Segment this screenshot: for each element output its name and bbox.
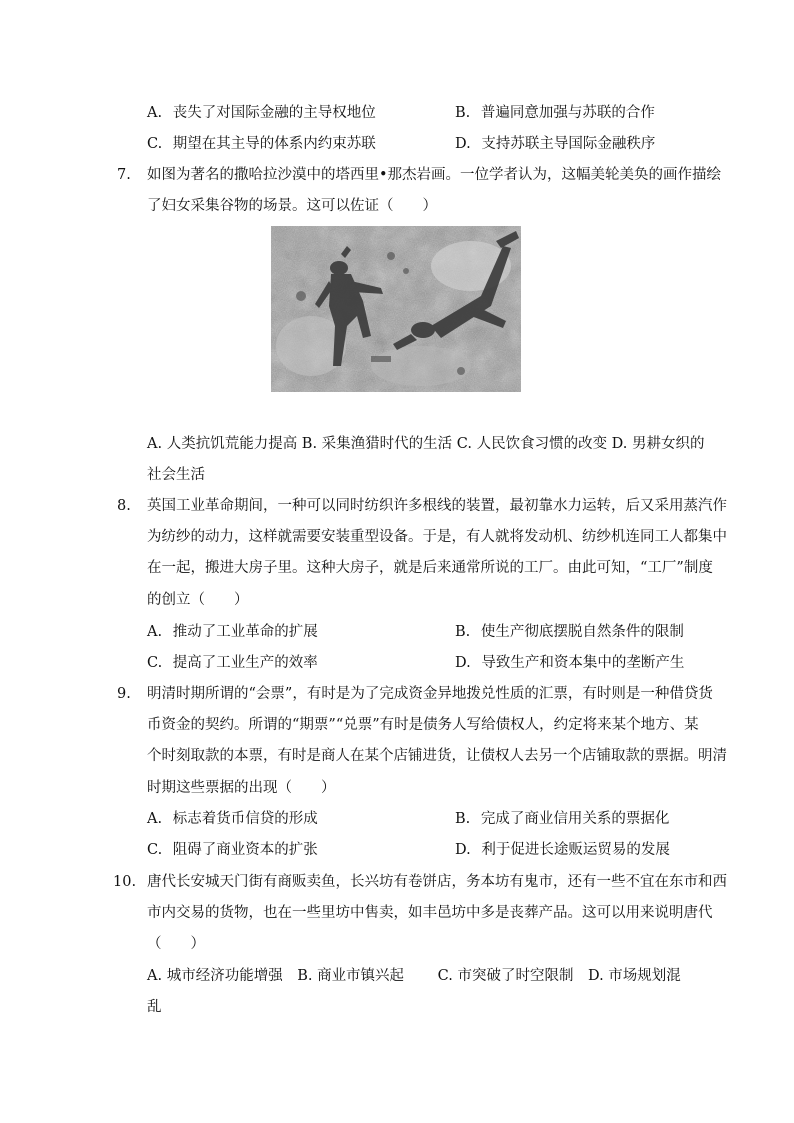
question-stem-line: 的创立（ ） [147,592,249,608]
question-stem-line: 个时刻取款的本票，有时是商人在某个店铺进货，让债权人去另一个店铺取款的票据。明清 [147,748,727,764]
q10-options-line: 乱 [147,999,162,1015]
option-label: D. [455,655,471,671]
q9-option-c [147,840,318,860]
q6-option-a [147,103,376,123]
option-text: 提高了工业生产的效率 [172,655,318,671]
q6-option-d [455,134,655,154]
question-stem-line: 市内交易的货物，也在一些里坊中售卖，如丰邑坊中多是丧葬产品。这可以用来说明唐代 [147,905,713,921]
option-text: 推动了工业革命的扩展 [172,624,318,640]
option-text: 标志着货币信贷的形成 [172,811,318,827]
option-text: 使生产彻底摆脱自然条件的限制 [480,624,684,640]
question-stem-line: 时期这些票据的出现（ ） [147,780,336,796]
question-number: 10. [113,874,137,890]
question-stem-line: 为纺纱的动力，这样就需要安装重型设备。于是，有人就将发动机、纺纱机连同工人都集中 [147,529,727,545]
question-stem-line: 唐代长安城天门街有商贩卖鱼，长兴坊有卷饼店，务本坊有鬼市，还有一些不宜在东市和西 [147,874,727,890]
option-label: C. [147,136,163,152]
rock-painting-image [271,226,521,392]
q6-option-b [455,103,655,123]
question-stem-line: 如图为著名的撒哈拉沙漠中的塔西里•那杰岩画。一位学者认为，这幅美轮美奂的画作描绘 [147,167,722,183]
question-stem-line: 币资金的契约。所谓的“期票”“兑票”有时是债务人写给债权人，约定将来某个地方、某 [147,717,699,733]
option-text: 利于促进长途贩运贸易的发展 [481,842,670,858]
option-label: A. [147,105,163,121]
question-stem-line: 在一起，搬进大房子里。这种大房子，就是后来通常所说的工厂。由此可知，“工厂”制度 [147,560,713,576]
question-number: 9. [117,686,131,702]
question-stem-line: 英国工业革命期间，一种可以同时纺织许多根线的装置，最初靠水力运转，后又采用蒸汽作 [147,498,727,514]
option-text: 普遍同意加强与苏联的合作 [480,105,655,121]
option-label: B. [455,811,471,827]
option-label: D. [455,842,471,858]
option-label: C. [147,655,163,671]
option-label: B. [455,105,471,121]
q8-option-a [147,622,318,642]
option-text: 阻碍了商业资本的扩张 [172,842,318,858]
option-label: A. [147,624,163,640]
option-text: 支持苏联主导国际金融秩序 [481,136,656,152]
question-stem-line: （ ） [147,936,205,952]
q8-option-d [455,653,684,673]
question-number: 8. [117,498,131,514]
option-label: B. [455,624,471,640]
option-label: A. [147,811,163,827]
option-text: 导致生产和资本集中的垄断产生 [481,655,685,671]
q9-option-d [455,840,670,860]
q8-option-b [455,622,684,642]
q7-options-line: 社会生活 [147,467,205,483]
q10-options-line: A. 城市经济功能增强 B. 商业市镇兴起 C. 市突破了时空限制 D. 市场规划混 [147,968,681,984]
q6-option-c [147,134,376,154]
option-label: D. [455,136,471,152]
q7-options-line: A. 人类抗饥荒能力提高 B. 采集渔猎时代的生活 C. 人民饮食习惯的改变 D. 男耕女织的 [147,436,705,452]
question-stem-line: 明清时期所谓的“会票”，有时是为了完成资金异地拨兑性质的汇票，有时则是一种借贷货 [147,686,713,702]
question-stem-line: 了妇女采集谷物的场景。这可以佐证（ ） [147,198,437,214]
q9-option-b [455,809,669,829]
option-text: 完成了商业信用关系的票据化 [480,811,670,827]
q8-option-c [147,653,318,673]
option-text: 丧失了对国际金融的主导权地位 [172,105,376,121]
option-text: 期望在其主导的体系内约束苏联 [172,136,376,152]
q9-option-a [147,809,318,829]
option-label: C. [147,842,163,858]
question-number: 7. [117,167,131,183]
